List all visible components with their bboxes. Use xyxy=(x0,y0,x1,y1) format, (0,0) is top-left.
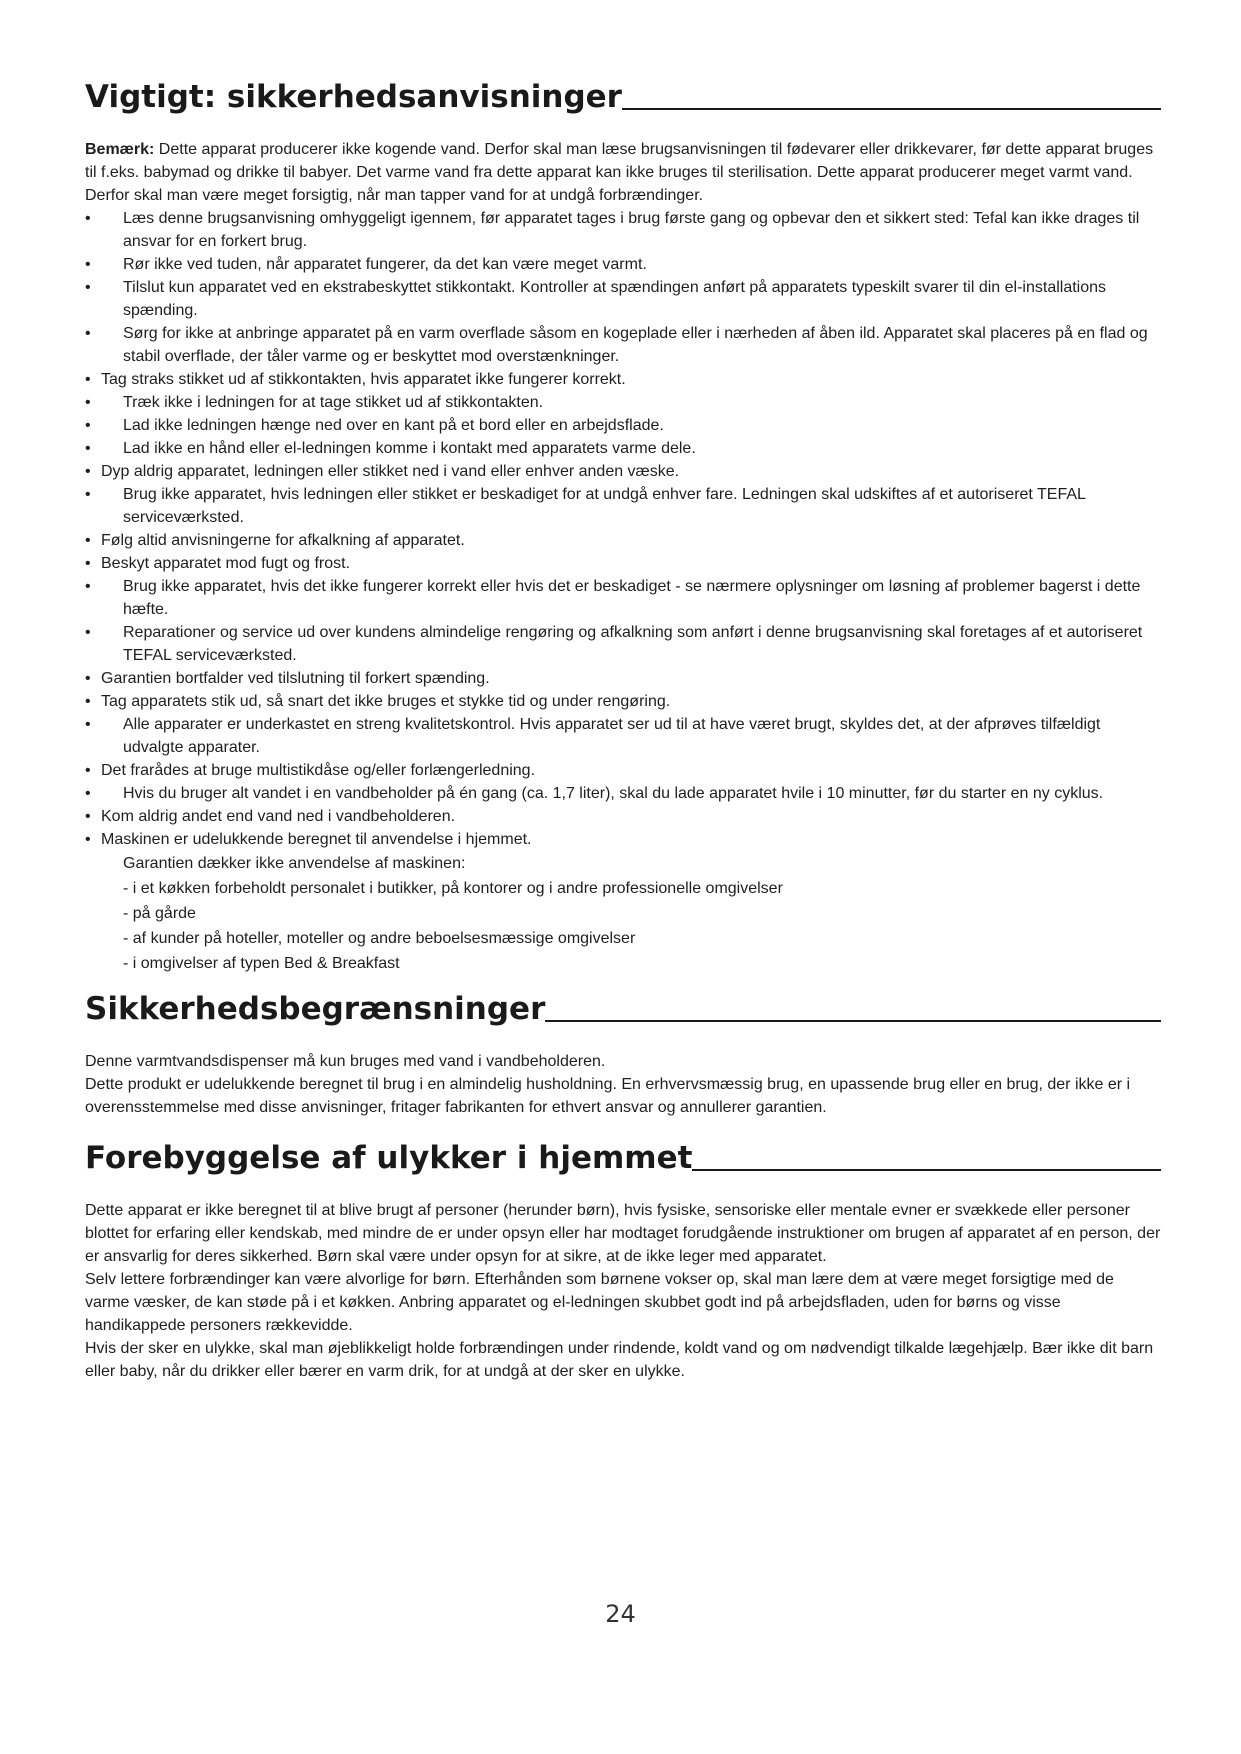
list-item-text: Læs denne brugsanvisning omhyggeligt igennem, før apparatet tages i brug første gang og opbevar den et sikkert sted: Tefal kan ikke drages til ansvar for en forkert brug. xyxy=(123,210,1140,251)
bullet-icon: • xyxy=(85,440,91,458)
safety-bullet-list xyxy=(85,207,1161,851)
bullet-icon: • xyxy=(85,417,91,435)
note-paragraph xyxy=(85,138,1161,207)
bullet-icon: • xyxy=(85,808,91,826)
bullet-icon: • xyxy=(85,371,91,389)
list-item-text: Beskyt apparatet mod fugt og frost. xyxy=(101,555,351,573)
list-item xyxy=(85,621,1161,667)
list-item xyxy=(85,207,1161,253)
heading-rule xyxy=(545,1020,1161,1022)
list-item-text: Følg altid anvisningerne for afkalkning af apparatet. xyxy=(101,532,465,550)
list-item xyxy=(85,276,1161,322)
list-item xyxy=(85,529,1161,552)
list-item xyxy=(85,253,1161,276)
paragraph: Dette apparat er ikke beregnet til at blive brugt af personer (herunder børn), hvis fysiske, sensoriske eller mentale evner er svækkede eller personer blottet for erfaring eller kendskab, med mindre de er under opsyn eller har modtaget forudgående instruktioner om brugen af apparatet af en person, der er ansvarlig for deres sikkerhed. Børn skal være under opsyn for at sikre, at de ikke leger med apparatet. xyxy=(85,1202,1161,1266)
section-title: Sikkerhedsbegrænsninger xyxy=(85,991,546,1028)
heading-rule xyxy=(692,1169,1161,1171)
paragraph: Dette produkt er udelukkende beregnet til brug i en almindelig husholdning. En erhvervsmæssig brug, en upassende brug eller en brug, der ikke er i overensstemmelse med disse anvisninger, fritager fabrikanten for ethvert ansvar og annullerer garantien. xyxy=(85,1076,1131,1117)
paragraph: Selv lettere forbrændinger kan være alvorlige for børn. Efterhånden som børnene vokser op, skal man lære dem at være meget forsigtige med de varme væsker, de kan støde på i et køkken. Anbring apparatet og el-ledningen skubbet godt ind på arbejdsfladen, uden for børns og visse handikappede personers rækkevidde. xyxy=(85,1271,1114,1335)
list-item xyxy=(85,805,1161,828)
list-item-text: Sørg for ikke at anbringe apparatet på en varm overflade såsom en kogeplade eller i nærheden af åben ild. Apparatet skal placeres på en flad og stabil overflade, der tåler varme og er beskyttet mod overstænkninger. xyxy=(123,325,1148,366)
list-item-text: Dyp aldrig apparatet, ledningen eller stikket ned i vand eller enhver anden væske. xyxy=(101,463,680,481)
paragraph: Denne varmtvandsdispenser må kun bruges med vand i vandbeholderen. xyxy=(85,1053,606,1071)
paragraph: Hvis der sker en ulykke, skal man øjeblikkeligt holde forbrændingen under rindende, koldt vand og om nødvendigt tilkalde lægehjælp. Bær ikke dit barn eller baby, når du drikker eller bærer en varm drik, for at undgå at der sker en ulykke. xyxy=(85,1340,1154,1381)
list-item xyxy=(85,368,1161,391)
bullet-icon: • xyxy=(85,532,91,550)
list-item xyxy=(85,759,1161,782)
list-item xyxy=(85,667,1161,690)
list-item-text: Rør ikke ved tuden, når apparatet fungerer, da det kan være meget varmt. xyxy=(123,256,647,274)
list-item-text: Maskinen er udelukkende beregnet til anvendelse i hjemmet. xyxy=(101,831,532,849)
list-item-text: Det frarådes at bruge multistikdåse og/eller forlængerledning. xyxy=(101,762,536,780)
section-heading-safety xyxy=(85,80,1161,114)
list-item-text: Træk ikke i ledningen for at tage stikket ud af stikkontakten. xyxy=(123,394,544,412)
bullet-icon: • xyxy=(85,670,91,688)
heading-rule xyxy=(622,108,1161,110)
section-heading-limitations xyxy=(85,992,1161,1026)
list-item xyxy=(85,713,1161,759)
list-item xyxy=(85,575,1161,621)
section-heading-accident-prevention xyxy=(85,1141,1161,1175)
list-item-text: Tilslut kun apparatet ved en ekstrabeskyttet stikkontakt. Kontroller at spændingen anført på apparatets typeskilt svarer til din el-installations spænding. xyxy=(123,279,1107,320)
list-item: - af kunder på hoteller, moteller og andre beboelsesmæssige omgivelser xyxy=(123,930,636,948)
bullet-icon: • xyxy=(85,578,91,596)
list-item-text: Lad ikke en hånd eller el-ledningen komme i kontakt med apparatets varme dele. xyxy=(123,440,696,458)
list-item: - i et køkken forbeholdt personalet i butikker, på kontorer og i andre professionelle omgivelser xyxy=(123,880,783,898)
bullet-icon: • xyxy=(85,210,91,228)
bullet-icon: • xyxy=(85,762,91,780)
bullet-icon: • xyxy=(85,716,91,734)
list-item xyxy=(85,460,1161,483)
list-item-text: Brug ikke apparatet, hvis det ikke fungerer korrekt eller hvis det er beskadiget - se nærmere oplysninger om løsning af problemer bagerst i dette hæfte. xyxy=(123,578,1141,619)
section-title: Vigtigt: sikkerhedsanvisninger xyxy=(85,79,622,115)
bullet-icon: • xyxy=(85,279,91,297)
list-item-text: Garantien bortfalder ved tilslutning til forkert spænding. xyxy=(101,670,490,688)
list-item xyxy=(85,782,1161,805)
bullet-icon: • xyxy=(85,394,91,412)
list-item: - i omgivelser af typen Bed & Breakfast xyxy=(123,955,400,973)
bullet-icon: • xyxy=(85,256,91,274)
warranty-intro: Garantien dækker ikke anvendelse af maskinen: xyxy=(123,855,466,873)
warranty-exclusions xyxy=(85,851,1161,976)
list-item xyxy=(85,483,1161,529)
list-item xyxy=(85,552,1161,575)
list-item-text: Alle apparater er underkastet en streng kvalitetskontrol. Hvis apparatet ser ud til at have været brugt, skyldes det, at der afprøves tilfældigt udvalgte apparater. xyxy=(123,716,1101,757)
list-item xyxy=(85,322,1161,368)
list-item-text: Tag straks stikket ud af stikkontakten, hvis apparatet ikke fungerer korrekt. xyxy=(101,371,626,389)
bullet-icon: • xyxy=(85,463,91,481)
bullet-icon: • xyxy=(85,831,91,849)
list-item xyxy=(85,437,1161,460)
bullet-icon: • xyxy=(85,624,91,642)
list-item xyxy=(85,391,1161,414)
bullet-icon: • xyxy=(85,486,91,504)
note-label: Bemærk: xyxy=(85,141,155,159)
list-item-text: Tag apparatets stik ud, så snart det ikke bruges et stykke tid og under rengøring. xyxy=(101,693,671,711)
bullet-icon: • xyxy=(85,325,91,343)
list-item xyxy=(85,828,1161,851)
list-item-text: Hvis du bruger alt vandet i en vandbeholder på én gang (ca. 1,7 liter), skal du lade apparatet hvile i 10 minutter, før du starter en ny cyklus. xyxy=(123,785,1104,803)
document-page xyxy=(85,80,1161,1383)
bullet-icon: • xyxy=(85,555,91,573)
list-item xyxy=(85,414,1161,437)
section-title: Forebyggelse af ulykker i hjemmet xyxy=(85,1140,693,1177)
bullet-icon: • xyxy=(85,785,91,803)
list-item-text: Reparationer og service ud over kundens almindelige rengøring og afkalkning som anført i denne brugsanvisning skal foretages af et autoriseret TEFAL serviceværksted. xyxy=(123,624,1143,665)
list-item xyxy=(85,690,1161,713)
page-number: 24 xyxy=(605,1600,636,1628)
bullet-icon: • xyxy=(85,693,91,711)
list-item-text: Lad ikke ledningen hænge ned over en kant på et bord eller en arbejdsflade. xyxy=(123,417,664,435)
note-text: Dette apparat producerer ikke kogende vand. Derfor skal man læse brugsanvisningen til fødevarer eller drikkevarer, før dette apparat bruges til f.eks. babymad og drikke til babyer. Det varme vand fra dette apparat kan ikke bruges til sterilisation. Dette apparat producerer meget varmt vand. Derfor skal man være meget forsigtig, når man tapper vand for at undgå forbrændinger. xyxy=(85,141,1154,205)
list-item-text: Kom aldrig andet end vand ned i vandbeholderen. xyxy=(101,808,456,826)
list-item: - på gårde xyxy=(123,905,196,923)
list-item-text: Brug ikke apparatet, hvis ledningen eller stikket er beskadiget for at undgå enhver fare. Ledningen skal udskiftes af et autoriseret TEFAL serviceværksted. xyxy=(123,486,1086,527)
